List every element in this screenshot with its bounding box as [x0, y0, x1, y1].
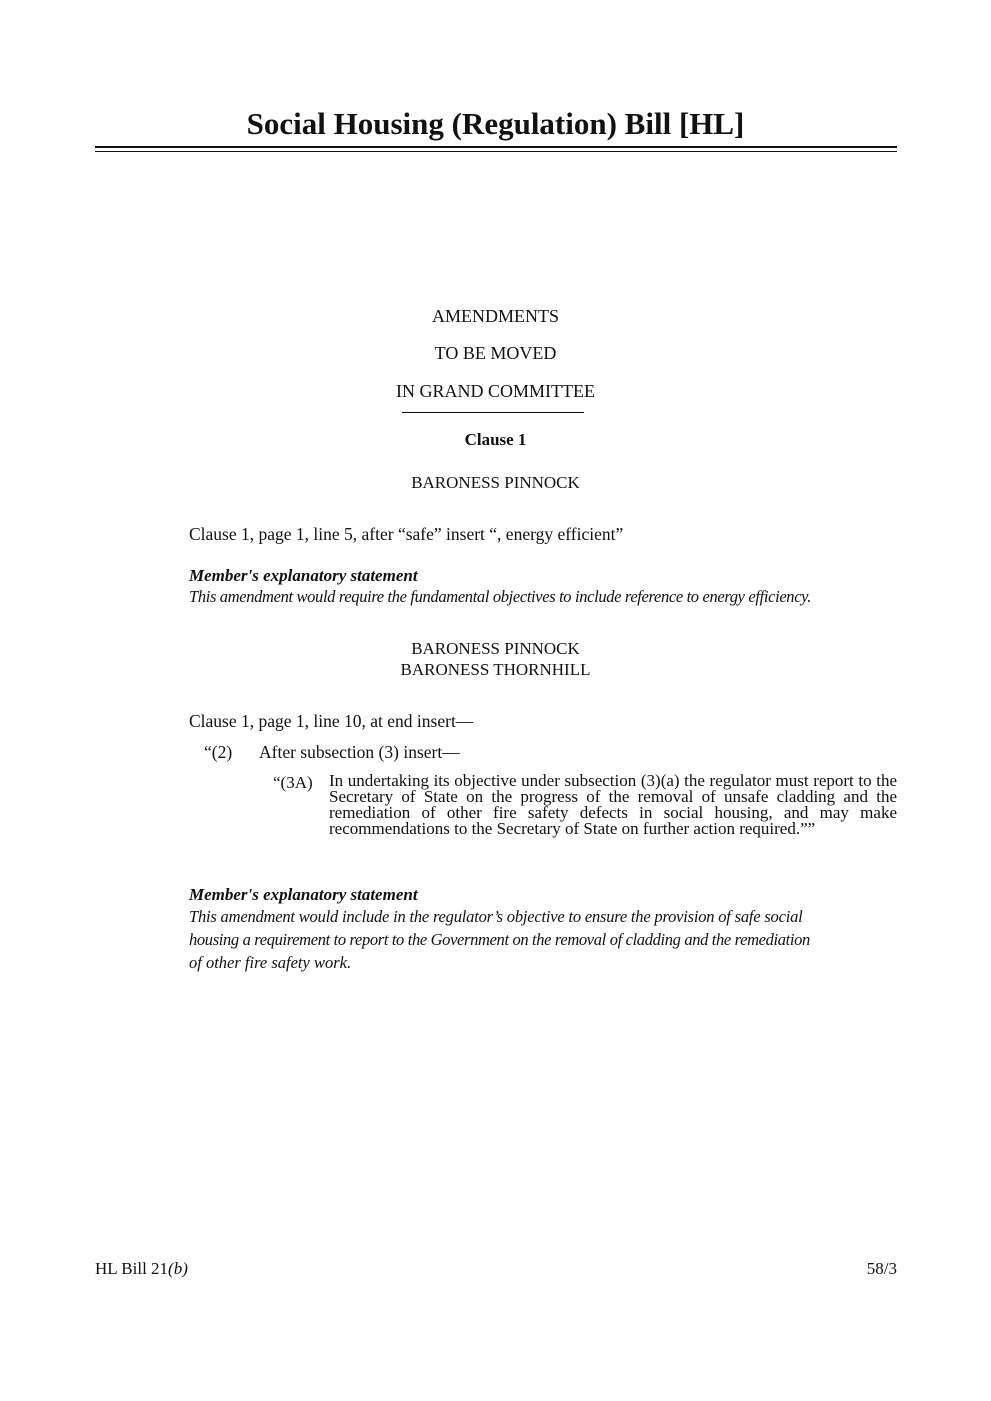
heading-rule — [402, 412, 584, 413]
footer-page-ref: 58/3 — [866, 1259, 897, 1278]
bill-number: HL Bill 21 — [95, 1259, 169, 1278]
new-subsection-number: “(3A) — [273, 773, 313, 792]
title-rule-thick — [95, 146, 897, 148]
subsection-text: After subsection (3) insert— — [259, 742, 460, 762]
amendment2-member-1: BARONESS PINNOCK — [411, 639, 580, 658]
amendment1-text: Clause 1, page 1, line 5, after “safe” insert “, energy efficient” — [189, 524, 624, 544]
amendment1-member: BARONESS PINNOCK — [411, 473, 580, 492]
amendment2-member-2: BARONESS THORNHILL — [400, 660, 591, 679]
heading-to-be-moved: TO BE MOVED — [434, 343, 557, 363]
amendment2-statement-line: of other fire safety work. — [189, 953, 352, 972]
bill-title: Social Housing (Regulation) Bill [HL] — [246, 106, 745, 141]
heading-amendments: AMENDMENTS — [431, 306, 559, 326]
amendment2-text: Clause 1, page 1, line 10, at end insert— — [189, 711, 474, 731]
amendment2-statement-line: housing a requirement to report to the Government on the removal of cladding and the remediation — [189, 930, 810, 949]
bill-suffix: (b) — [168, 1259, 188, 1278]
amendment2-statement-label: Member's explanatory statement — [189, 885, 418, 904]
new-subsection-text: In undertaking its objective under subsection (3)(a) the regulator must report to the Secretary of State on the progress of the removal of unsafe cladding and the remediation of other fire safety defects in social housing, and may make recommendations to the Secretary of State on further action required.”” — [329, 771, 897, 838]
amendment1-statement: This amendment would require the fundamental objectives to include reference to energy efficiency. — [189, 587, 812, 606]
title-rule-thin — [95, 151, 897, 152]
amendment2-statement-line: This amendment would include in the regulator’s objective to ensure the provision of safe social — [189, 907, 803, 926]
subsection-number: “(2) — [204, 742, 233, 762]
clause-heading: Clause 1 — [464, 430, 527, 449]
footer-bill-number — [95, 1259, 188, 1279]
heading-grand-committee: IN GRAND COMMITTEE — [396, 381, 595, 401]
amendment1-statement-label: Member's explanatory statement — [189, 566, 418, 585]
